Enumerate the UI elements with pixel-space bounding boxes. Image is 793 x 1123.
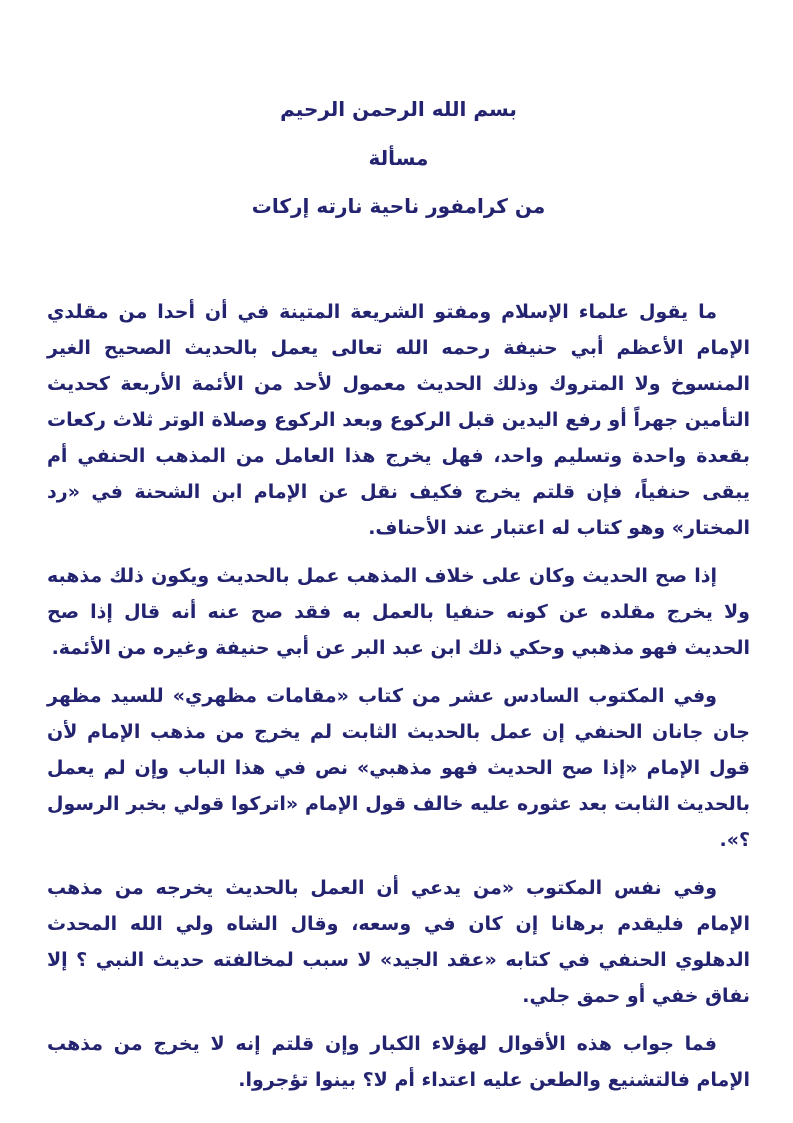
paragraph: ما يقول علماء الإسلام ومفتو الشريعة المتينة في أن أحدا من مقلدي الإمام الأعظم أبي حنيفة رحمه الله تعالى يعمل بالحديث الصحيح الغير المنسوخ ولا المتروك وذلك الحديث معمول لأحد من الأئمة الأربعة كحديث التأمين جهراً أو رفع اليدين قبل الركوع وبعد الركوع وصلاة الوتر ثلاث ركعات بقعدة واحدة وتسليم واحد، فهل يخرج هذا العامل من المذهب الحنفي أم يبقى حنفياً، فإن قلتم يخرج فكيف نقل عن الإمام ابن الشحنة في «رد المختار» وهو كتاب له اعتبار عند الأحناف. [47,301,750,539]
title-heading: مسألة [368,146,429,170]
subtitle-heading: من كرامفور ناحية نارته إركات [251,194,546,218]
basmala-heading: بسم الله الرحمن الرحيم [280,97,517,121]
paragraph: إذا صح الحديث وكان على خلاف المذهب عمل بالحديث ويكون ذلك مذهبه ولا يخرج مقلده عن كونه حنفيا بالعمل به فقد صح عنه أنه قال إذا صح الحديث فهو مذهبي وحكي ذلك ابن عبد البر عن أبي حنيفة وغيره من الأئمة. [47,565,750,659]
paragraph: وفي نفس المكتوب «من يدعي أن العمل بالحديث يخرجه من مذهب الإمام فليقدم برهانا إن كان في وسعه، وقال الشاه ولي الله المحدث الدهلوي الحنفي في كتابه «عقد الجيد» لا سبب لمخالفته حديث النبي ؟ إلا نفاق خفي أو حمق جلي. [47,877,750,1007]
paragraph: وفي المكتوب السادس عشر من كتاب «مقامات مظهري» للسيد مظهر جان جانان الحنفي إن عمل بالحديث الثابت لم يخرج من مذهب الإمام لأن قول الإمام «إذا صح الحديث فهو مذهبي» نص في هذا الباب وإن لم يعمل بالحديث الثابت بعد عثوره عليه خالف قول الإمام «اتركوا قولي بخبر الرسول ؟». [47,685,750,851]
paragraph: فما جواب هذه الأقوال لهؤلاء الكبار وإن قلتم إنه لا يخرج من مذهب الإمام فالتشنيع والطعن عليه اعتداء أم لا؟ بينوا تؤجروا. [47,1033,750,1091]
paragraphs [47,294,750,1098]
